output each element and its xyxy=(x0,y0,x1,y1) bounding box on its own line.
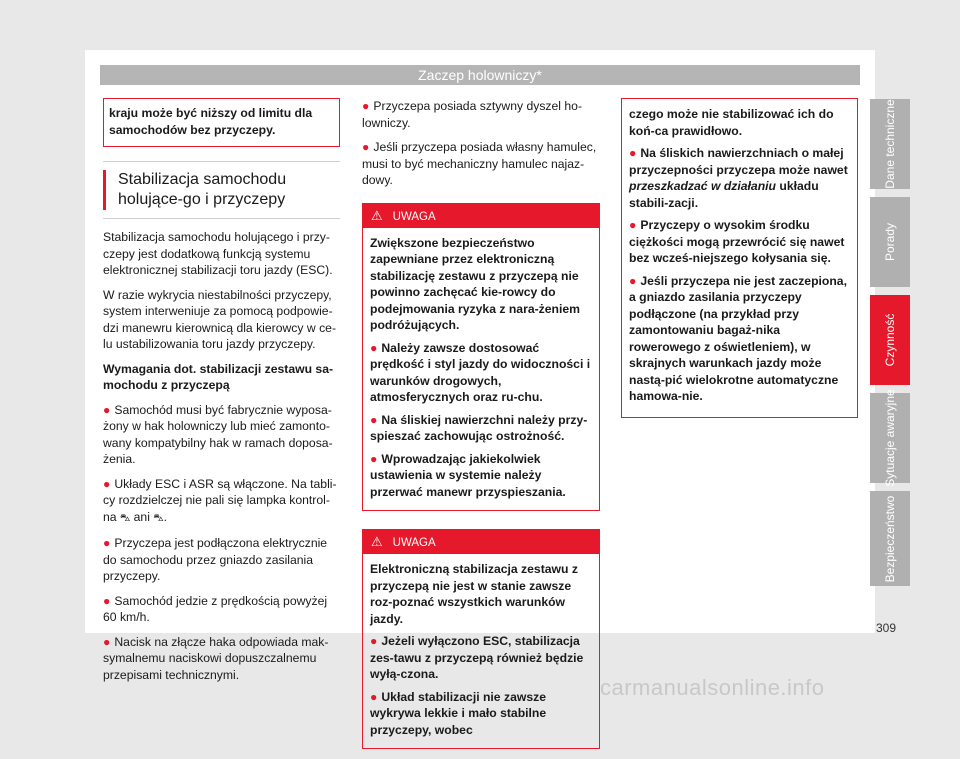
warning-lamp-icon: ⛍ xyxy=(119,512,131,524)
column-1 xyxy=(103,98,340,691)
bullet-text: Samochód jedzie z prędkością powyżej 60 km/h. xyxy=(103,593,328,624)
bullet-icon: ● xyxy=(103,536,111,550)
warning-item-text: Przyczepy o wysokim środku ciężkości mogą przewrócić się nawet bez wcześ-niejszego kołysania się. xyxy=(629,218,845,265)
bullet-icon: ● xyxy=(103,593,111,608)
bullet-item xyxy=(362,98,600,131)
bullet-item xyxy=(103,402,340,468)
warning-item-text: układu stabili-zacji. xyxy=(629,179,819,210)
bullet-item xyxy=(362,139,600,189)
bullet-text: Samochód musi być fabrycznie wyposa-żony w hak holowniczy lub mieć zamonto-wany kompatybilny hak w ramach doposa-żenia. xyxy=(103,402,333,466)
warning-item xyxy=(370,340,592,406)
paragraph-system: W razie wykrycia niestabilności przyczepy, system interweniuje za pomocą podpowie-dzi manewru kierownicą dla kierowcy w ce-lu ustabilizowania toru jazdy przyczepy. xyxy=(103,287,336,351)
warning-item xyxy=(370,689,592,739)
bullet-icon: ● xyxy=(629,146,637,160)
bullet-icon: ● xyxy=(362,140,370,154)
warning-item-text: Na śliskich nawierzchniach o małej przyczepności przyczepa może nawet xyxy=(629,146,848,177)
warning-lamp-icon: ⛍ xyxy=(153,512,164,524)
warning-item xyxy=(370,633,592,683)
bullet-text: Przyczepa posiada sztywny dyszel ho-lowniczy. xyxy=(362,99,583,130)
watermark: carmanualsonline.info xyxy=(600,675,825,700)
page-number: 309 xyxy=(876,621,897,635)
chapter-tabs xyxy=(870,99,910,594)
warning-item-text: Układ stabilizacji nie zawsze wykrywa lekkie i mało stabilne przyczepy, wobec xyxy=(370,689,547,737)
warning-item-text: Jeżeli wyłączono ESC, stabilizacja zes-tawu z przyczepą również będzie wyłą-czona. xyxy=(370,634,584,681)
bullet-text: Jeśli przyczepa posiada własny hamulec, musi to być mechaniczny hamulec najaz-dowy. xyxy=(362,140,597,187)
paragraph-intro: Stabilizacja samochodu holującego i przy-czepy jest dodatkową funkcją systemu elektronicznej stabilizacji toru jazdy (ESC). xyxy=(103,230,333,277)
bullet-icon: ● xyxy=(103,476,111,491)
bullet-icon: ● xyxy=(103,402,111,417)
section-heading xyxy=(103,161,340,219)
page-header: Zaczep holowniczy* xyxy=(100,65,860,85)
bullet-text: Układy ESC i ASR są włączone. Na tabli-cy rozdzielczej nie pali się lampka kontrol-na xyxy=(103,476,337,524)
warning-triangle-icon: ⚠ xyxy=(371,534,383,549)
tab-label: Porady xyxy=(883,222,897,262)
tab-label: Bezpieczeństwo xyxy=(883,495,897,582)
column-2 xyxy=(362,98,600,759)
bullet-item xyxy=(103,593,340,626)
warning-box xyxy=(362,203,600,512)
warning-item xyxy=(629,217,850,267)
continuation-text: czego może nie stabilizować ich do koń-ca prawidłowo. xyxy=(629,107,834,138)
warning-label: UWAGA xyxy=(392,210,436,223)
warning-label: UWAGA xyxy=(392,537,436,549)
tab-bezpieczenstwo[interactable] xyxy=(870,491,910,586)
warning-item xyxy=(629,145,850,211)
warning-item-text: Należy zawsze dostosować prędkość i styl jazdy do widoczności i warunków drogowych, atmosferycznych oraz ru-chu. xyxy=(370,340,591,404)
tab-dane-techniczne[interactable] xyxy=(870,99,910,189)
emphasis-text: przeszkadzać w działaniu xyxy=(629,179,776,193)
warning-body xyxy=(363,554,599,748)
bullet-icon: ● xyxy=(103,634,111,649)
warning-item-text: Jeśli przyczepa nie jest zaczepiona, a gniazdo zasilania przyczepy podłączone (na przykład przy zamontowaniu bagaż-nika rowerowego z oświetleniem), w skrajnych warunkach jazdy może nastą-pić wielokrotne automatyczne hamowa-nie. xyxy=(629,273,847,403)
warning-header xyxy=(363,530,599,554)
bullet-text: Nacisk na złącze haka odpowiada mak-symalnemu naciskowi dopuszczalnemu przepisami technicznymi. xyxy=(103,634,329,682)
warning-intro: Zwiększone bezpieczeństwo zapewniane przez elektroniczną stabilizację zestawu z przyczepą nie powinno zachęcać kie-rowcy do podejmowania ryzyka z nara-żeniem podróżujących. xyxy=(370,235,580,332)
warning-item xyxy=(370,412,592,445)
bullet-text: Przyczepa jest podłączona elektrycznie do samochodu przez gniazdo zasilania przyczepy. xyxy=(103,536,328,583)
continued-note-box: kraju może być niższy od limitu dla samochodów bez przyczepy. xyxy=(103,98,340,147)
bullet-icon: ● xyxy=(370,634,378,648)
tab-label: Czynność xyxy=(883,313,897,367)
warning-body xyxy=(363,228,599,511)
warning-header xyxy=(363,204,599,228)
warning-item xyxy=(370,451,592,501)
warning-item-text: Na śliskiej nawierzchni należy przy-spieszać zachowując ostrożność. xyxy=(370,412,588,443)
bullet-icon: ● xyxy=(629,273,637,288)
bullet-text: . xyxy=(163,509,168,524)
warning-continuation-box xyxy=(621,98,858,418)
bullet-icon: ● xyxy=(370,689,378,704)
bullet-text: ani xyxy=(133,509,150,524)
bullet-icon: ● xyxy=(362,99,370,113)
tab-label: Dane techniczne xyxy=(883,99,897,189)
warning-intro: Elektroniczną stabilizacja zestawu z przyczepą nie jest w stanie zawsze roz-poznać wszystkich warunków jazdy. xyxy=(370,562,578,626)
tab-porady[interactable] xyxy=(870,197,910,287)
warning-box xyxy=(362,529,600,749)
bullet-icon: ● xyxy=(370,451,378,466)
bullet-icon: ● xyxy=(370,412,378,427)
tab-czynnosc[interactable] xyxy=(870,295,910,385)
tab-sytuacje-awaryjne[interactable] xyxy=(870,389,910,487)
section-heading-text: Stabilizacja samochodu holujące-go i przyczepy xyxy=(103,170,340,210)
bullet-icon: ● xyxy=(370,340,378,355)
requirements-title: Wymagania dot. stabilizacji zestawu sa-mochodu z przyczepą xyxy=(103,361,334,392)
warning-item-text: Wprowadzając jakiekolwiek ustawienia w systemie należy przerwać manewr przyspieszania. xyxy=(370,451,566,499)
tab-label: Sytuacje awaryjne xyxy=(883,389,897,487)
warning-triangle-icon: ⚠ xyxy=(371,207,383,223)
bullet-item xyxy=(103,535,340,585)
bullet-item xyxy=(103,476,340,528)
bullet-item xyxy=(103,634,340,684)
column-3 xyxy=(621,98,858,418)
warning-item xyxy=(629,273,850,405)
bullet-icon: ● xyxy=(629,218,637,232)
